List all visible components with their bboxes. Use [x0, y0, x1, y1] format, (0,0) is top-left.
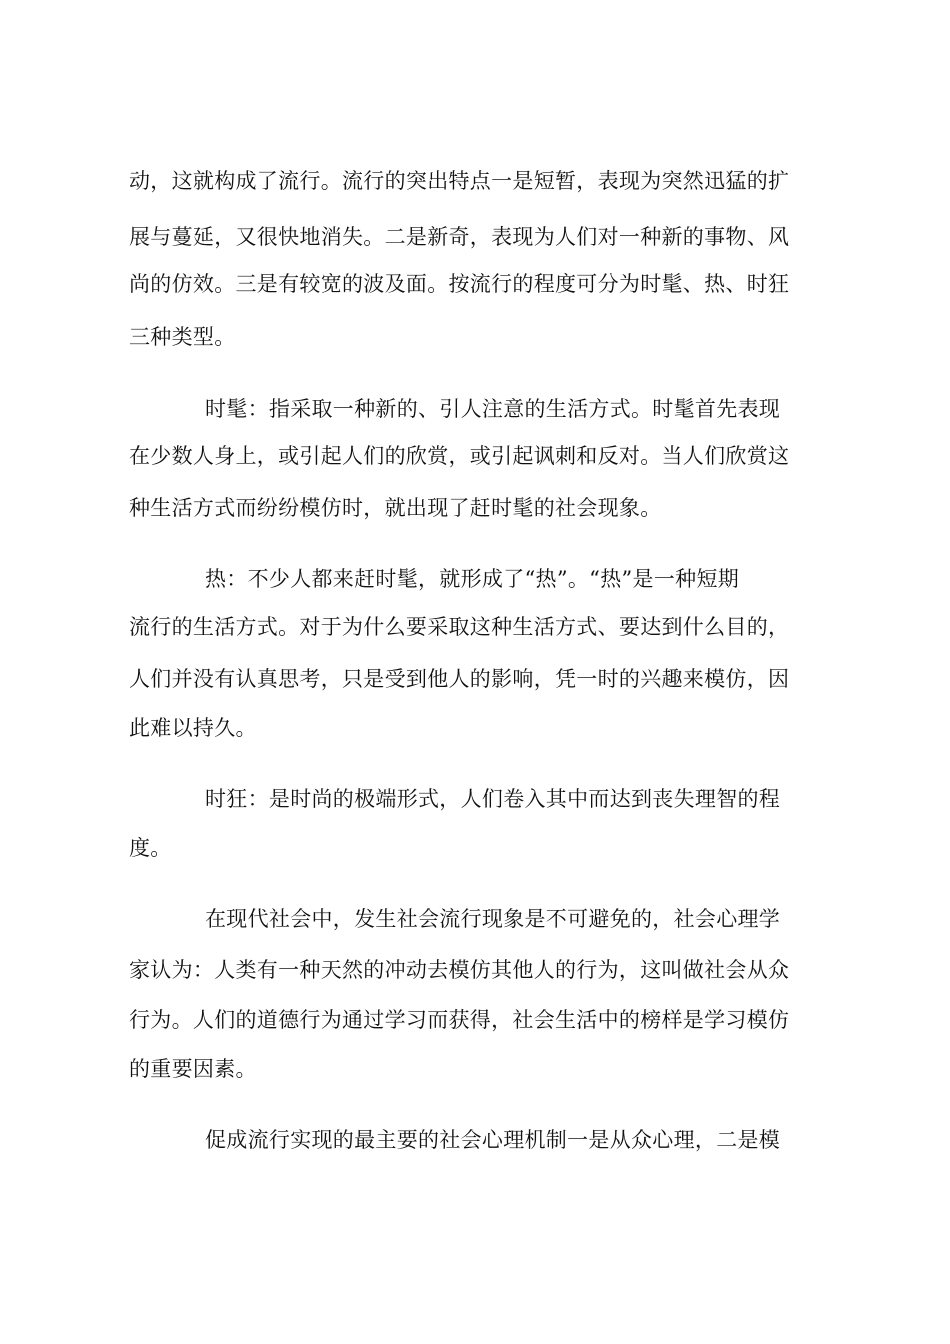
paragraph-2-line-1: 时髦：指采取一种新的、引人注意的生活方式。时髦首先表现 — [205, 397, 781, 421]
paragraph-3-line-1: 热：不少人都来赶时髦，就形成了“热”。“热”是一种短期 — [205, 567, 740, 591]
paragraph-1-line-3: 尚的仿效。三是有较宽的波及面。按流行的程度可分为时髦、热、时狂 — [129, 272, 790, 296]
paragraph-1-line-2: 展与蔓延，又很快地消失。二是新奇，表现为人们对一种新的事物、风 — [129, 225, 790, 249]
paragraph-1-line-4: 三种类型。 — [129, 325, 236, 349]
paragraph-4-line-1: 时狂：是时尚的极端形式，人们卷入其中而达到丧失理智的程 — [205, 787, 781, 811]
paragraph-5-line-1: 在现代社会中，发生社会流行现象是不可避免的，社会心理学 — [205, 907, 781, 931]
paragraph-6-line-1: 促成流行实现的最主要的社会心理机制一是从众心理，二是模 — [205, 1128, 781, 1152]
paragraph-2-line-2: 在少数人身上，或引起人们的欣赏，或引起讽刺和反对。当人们欣赏这 — [129, 444, 790, 468]
paragraph-5-line-3: 行为。人们的道德行为通过学习而获得，社会生活中的榜样是学习模仿 — [129, 1008, 790, 1032]
paragraph-5-line-2: 家认为：人类有一种天然的冲动去模仿其他人的行为，这叫做社会从众 — [129, 958, 790, 982]
paragraph-1-line-1: 动，这就构成了流行。流行的突出特点一是短暂，表现为突然迅猛的扩 — [129, 169, 790, 193]
paragraph-3-line-2: 流行的生活方式。对于为什么要采取这种生活方式、要达到什么目的， — [129, 615, 790, 639]
paragraph-2-line-3: 种生活方式而纷纷模仿时，就出现了赶时髦的社会现象。 — [129, 496, 662, 520]
paragraph-4-line-2: 度。 — [129, 836, 172, 860]
paragraph-5-line-4: 的重要因素。 — [129, 1057, 257, 1081]
paragraph-3-line-3: 人们并没有认真思考，只是受到他人的影响，凭一时的兴趣来模仿，因 — [129, 667, 790, 691]
paragraph-3-line-4: 此难以持久。 — [129, 716, 257, 740]
